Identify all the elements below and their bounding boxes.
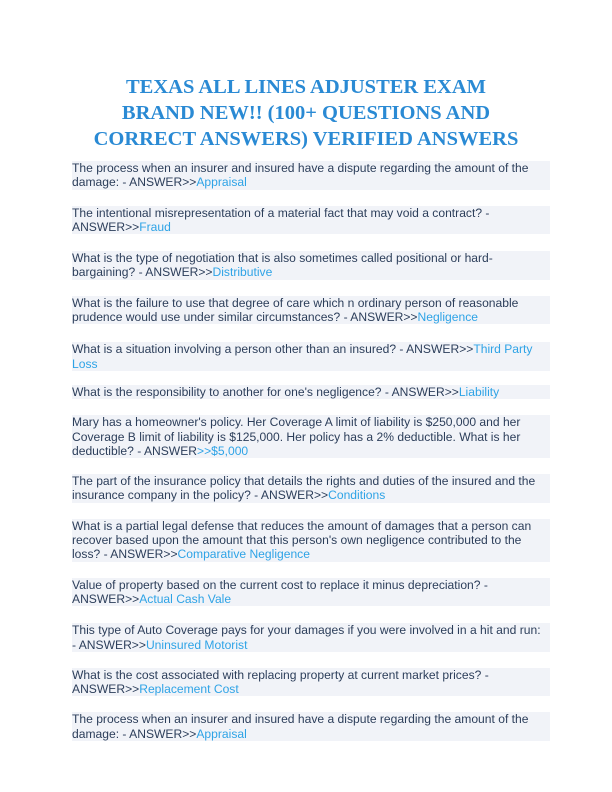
qa-item <box>72 578 550 607</box>
answer-text: Replacement Cost <box>139 682 239 697</box>
answer-text: Actual Cash Vale <box>139 591 232 606</box>
qa-item <box>72 668 550 697</box>
question-text: The process when an insurer and insured have a dispute regarding the amount of the damage: - ANSWER>> <box>72 161 529 190</box>
qa-item <box>72 251 550 280</box>
question-text: What is a partial legal defense that reduces the amount of damages that a person can recover based upon the amount that this person's own negligence contributed to the loss? - ANSWER>> <box>72 518 532 562</box>
question-text: What is the failure to use that degree of care which n ordinary person of reasonable prudence would use under similar circumstances? - ANSWER>> <box>72 295 519 325</box>
question-text: Mary has a homeowner's policy. Her Coverage A limit of liability is $250,000 and her Coverage B limit of liability is $125,000. Her policy has a 2% deductible. What is her deductible? - ANSWER <box>72 415 521 458</box>
qa-item <box>72 474 550 503</box>
answer-text: Negligence <box>417 310 479 325</box>
answer-text: >>$5,000 <box>197 443 249 458</box>
question-text: What is a situation involving a person other than an insured? - ANSWER>> <box>72 342 474 357</box>
question-text: What is the cost associated with replacing property at current market prices? - ANSWER>> <box>72 667 489 697</box>
answer-text: Third Party Loss <box>72 342 533 371</box>
answer-text: Liability <box>458 384 500 399</box>
answer-text: Conditions <box>328 488 386 503</box>
qa-item <box>72 206 550 235</box>
answer-text: Appraisal <box>196 726 247 741</box>
question-text: The intentional misrepresentation of a material fact that may void a contract? - ANSWER>> <box>72 205 490 234</box>
answer-text: Appraisal <box>196 175 247 190</box>
answer-text: Uninsured Motorist <box>145 637 248 652</box>
question-text: What is the responsibility to another for one's negligence? - ANSWER>> <box>72 384 459 399</box>
question-text: Value of property based on the current cost to replace it minus depreciation? - ANSWER>> <box>72 577 488 606</box>
qa-item <box>72 415 550 458</box>
qa-item <box>72 296 550 325</box>
question-text: The part of the insurance policy that details the rights and duties of the insured and the insurance company in the policy? - ANSWER>> <box>72 474 536 503</box>
question-text: This type of Auto Coverage pays for your damages if you were involved in a hit and run: - ANSWER>> <box>72 623 541 652</box>
qa-item <box>72 161 550 190</box>
qa-item <box>72 623 550 652</box>
qa-item <box>72 519 550 562</box>
qa-item <box>72 385 550 399</box>
document-title: TEXAS ALL LINES ADJUSTER EXAM BRAND NEW!! (100+ QUESTIONS AND CORRECT ANSWERS) VERIFIED ANSWERS <box>93 76 519 150</box>
qa-item <box>72 712 550 741</box>
answer-text: Fraud <box>139 219 171 234</box>
qa-list <box>72 161 550 757</box>
question-text: What is the type of negotiation that is also sometimes called positional or hard- bargaining? - ANSWER>> <box>72 251 493 280</box>
qa-item <box>72 342 550 371</box>
answer-text: Comparative Negligence <box>177 547 310 562</box>
question-text: The process when an insurer and insured have a dispute regarding the amount of the damage: - ANSWER>> <box>72 712 529 741</box>
answer-text: Distributive <box>212 265 273 280</box>
